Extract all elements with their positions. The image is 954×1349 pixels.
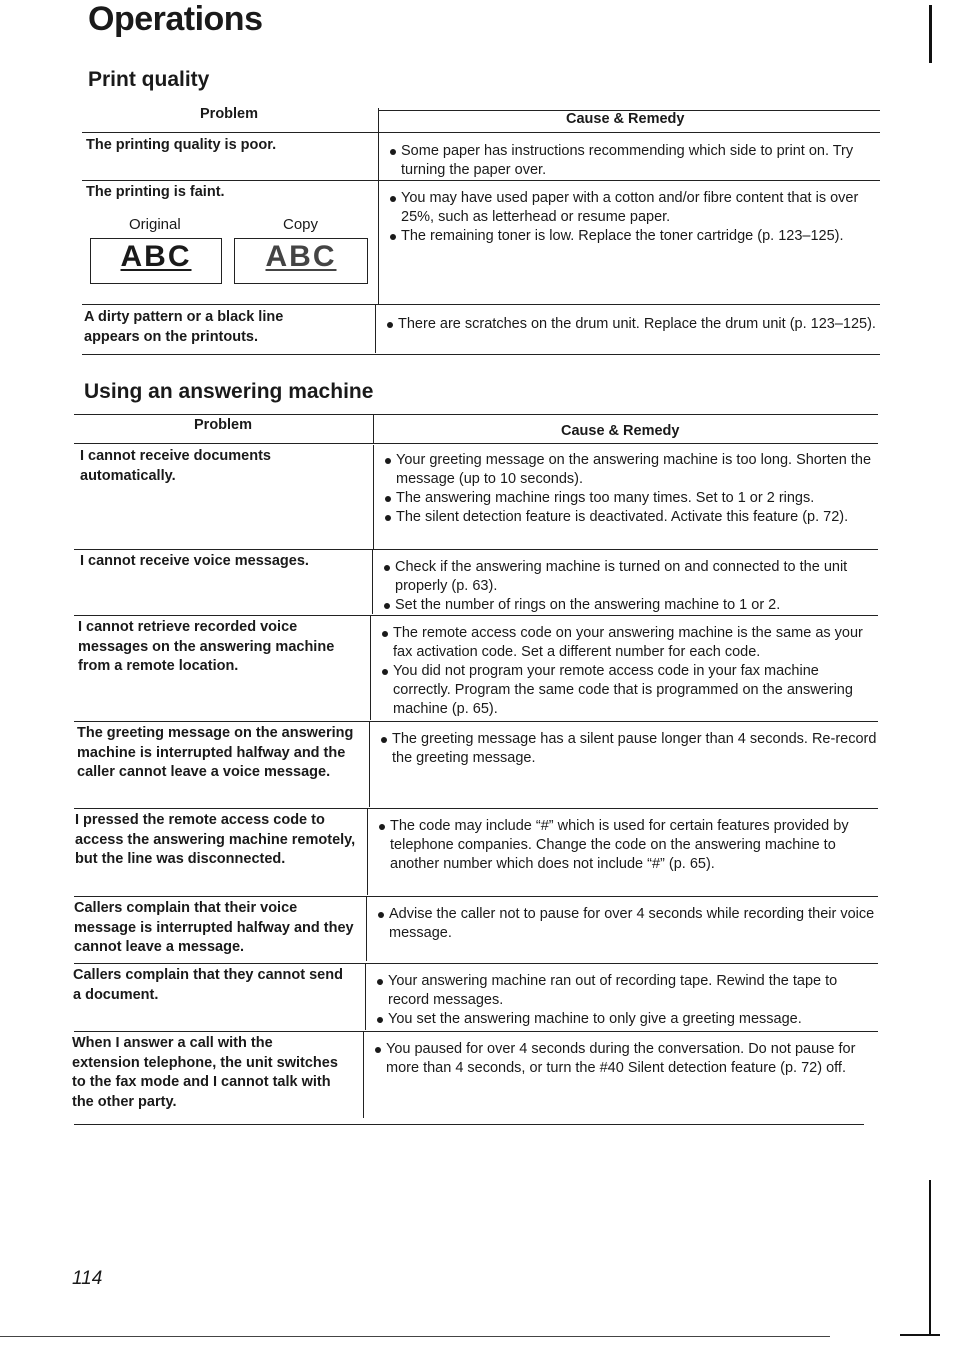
problem-text: A dirty pattern or a black line appears on the printouts. <box>84 309 284 345</box>
copy-sample-text: ABC <box>265 240 337 273</box>
problem-text: The printing is faint. <box>86 184 225 200</box>
remedy-cell <box>369 722 878 807</box>
remedy-item: You set the answering machine to only give a greeting message. <box>376 1010 878 1029</box>
problem-text: Callers complain that they cannot send a document. <box>73 967 343 1003</box>
table-bottom-rule <box>74 1124 864 1125</box>
problem-text: When I answer a call with the extension telephone, the unit switches to the fax mode and I cannot talk with the other party. <box>72 1035 338 1110</box>
answering-table <box>74 414 878 1130</box>
problem-text: Callers complain that their voice message is interrupted halfway and they cannot leave a message. <box>74 900 354 955</box>
remedy-item: Your greeting message on the answering machine is too long. Shorten the message (up to 10 seconds). <box>384 451 878 489</box>
table-row <box>74 897 878 961</box>
remedy-cell <box>363 1032 878 1118</box>
table-row <box>74 809 878 895</box>
table-row <box>74 964 878 1030</box>
table-row <box>74 616 878 720</box>
copy-sample <box>234 238 368 284</box>
remedy-cell <box>375 305 881 353</box>
problem-text: The printing quality is poor. <box>86 137 277 153</box>
print-quality-table <box>82 100 880 362</box>
remedy-cell <box>367 809 878 895</box>
table-row <box>74 550 878 614</box>
pq-header-remedy: Cause & Remedy <box>566 111 685 127</box>
remedy-item: The code may include “#” which is used for certain features provided by telephone companies. Change the code on the answering machine to another number which does not include “#” (p. 65). <box>378 817 878 874</box>
problem-text: I cannot retrieve recorded voice messages on the answering machine from a remote location. <box>78 619 335 674</box>
remedy-item: Your answering machine ran out of recording tape. Rewind the tape to record messages. <box>376 972 878 1010</box>
remedy-cell <box>370 616 878 720</box>
remedy-cell <box>373 445 878 549</box>
remedy-item: The answering machine rings too many times. Set to 1 or 2 rings. <box>384 489 878 508</box>
footer-rule <box>0 1336 830 1337</box>
pq-header-divider <box>378 108 379 134</box>
remedy-item: Set the number of rings on the answering machine to 1 or 2. <box>383 596 878 615</box>
table-row <box>82 305 880 353</box>
remedy-cell <box>372 550 878 614</box>
am-header-remedy: Cause & Remedy <box>561 423 680 439</box>
table-row <box>82 181 880 304</box>
remedy-item: You may have used paper with a cotton and/or fibre content that is over 25%, such as letterhead or resume paper. <box>389 189 881 227</box>
pq-header-bottom-rule <box>82 132 880 133</box>
remedy-item: There are scratches on the drum unit. Replace the drum unit (p. 123–125). <box>386 315 881 334</box>
table-bottom-rule <box>82 354 880 355</box>
remedy-item: The greeting message has a silent pause longer than 4 seconds. Re-record the greeting message. <box>380 730 878 768</box>
answering-heading: Using an answering machine <box>84 380 374 403</box>
remedy-item: The remote access code on your answering machine is the same as your fax activation code. Set a different number for each code. <box>381 624 878 662</box>
table-row <box>82 134 880 180</box>
table-row <box>74 445 878 549</box>
table-row <box>74 722 878 807</box>
pq-header-top-rule <box>378 110 880 111</box>
am-header-divider <box>373 414 374 444</box>
print-quality-heading: Print quality <box>88 68 210 91</box>
am-header-top-rule <box>74 414 878 415</box>
copy-label: Copy <box>283 216 319 233</box>
remedy-item: The silent detection feature is deactivated. Activate this feature (p. 72). <box>384 508 878 527</box>
margin-bar-top <box>929 5 932 63</box>
table-row <box>74 1032 878 1118</box>
remedy-cell <box>366 897 878 961</box>
problem-text: I cannot receive documents automatically. <box>80 448 271 484</box>
page-number: 114 <box>72 1268 103 1289</box>
pq-header-problem: Problem <box>200 106 259 122</box>
remedy-cell <box>378 134 881 180</box>
remedy-item: Advise the caller not to pause for over 4 seconds while recording their voice message. <box>377 905 878 943</box>
remedy-cell <box>378 181 881 304</box>
remedy-item: The remaining toner is low. Replace the toner cartridge (p. 123–125). <box>389 227 881 246</box>
original-sample <box>90 238 222 284</box>
problem-text: The greeting message on the answering machine is interrupted halfway and the caller cannot leave a voice message. <box>77 725 354 780</box>
problem-text: I cannot receive voice messages. <box>80 553 309 569</box>
remedy-cell <box>365 964 878 1030</box>
page-title: Operations <box>88 0 263 38</box>
original-label: Original <box>129 216 181 233</box>
problem-text: I pressed the remote access code to access the answering machine remotely, but the line was disconnected. <box>75 812 356 867</box>
remedy-item: You paused for over 4 seconds during the conversation. Do not pause for more than 4 seconds, or turn the #40 Silent detection feature (p. 72) off. <box>374 1040 878 1078</box>
margin-bar-bottom <box>929 1180 931 1335</box>
original-sample-text: ABC <box>120 240 192 273</box>
remedy-item: Some paper has instructions recommending which side to print on. Try turning the paper over. <box>389 142 881 180</box>
am-header-problem: Problem <box>194 417 253 433</box>
remedy-item: You did not program your remote access code in your fax machine correctly. Program the same code that is programmed on the answering machine (p. 65). <box>381 662 878 719</box>
remedy-item: Check if the answering machine is turned on and connected to the unit properly (p. 63). <box>383 558 878 596</box>
am-header-bottom-rule <box>74 443 878 444</box>
margin-bar-foot <box>900 1334 940 1336</box>
